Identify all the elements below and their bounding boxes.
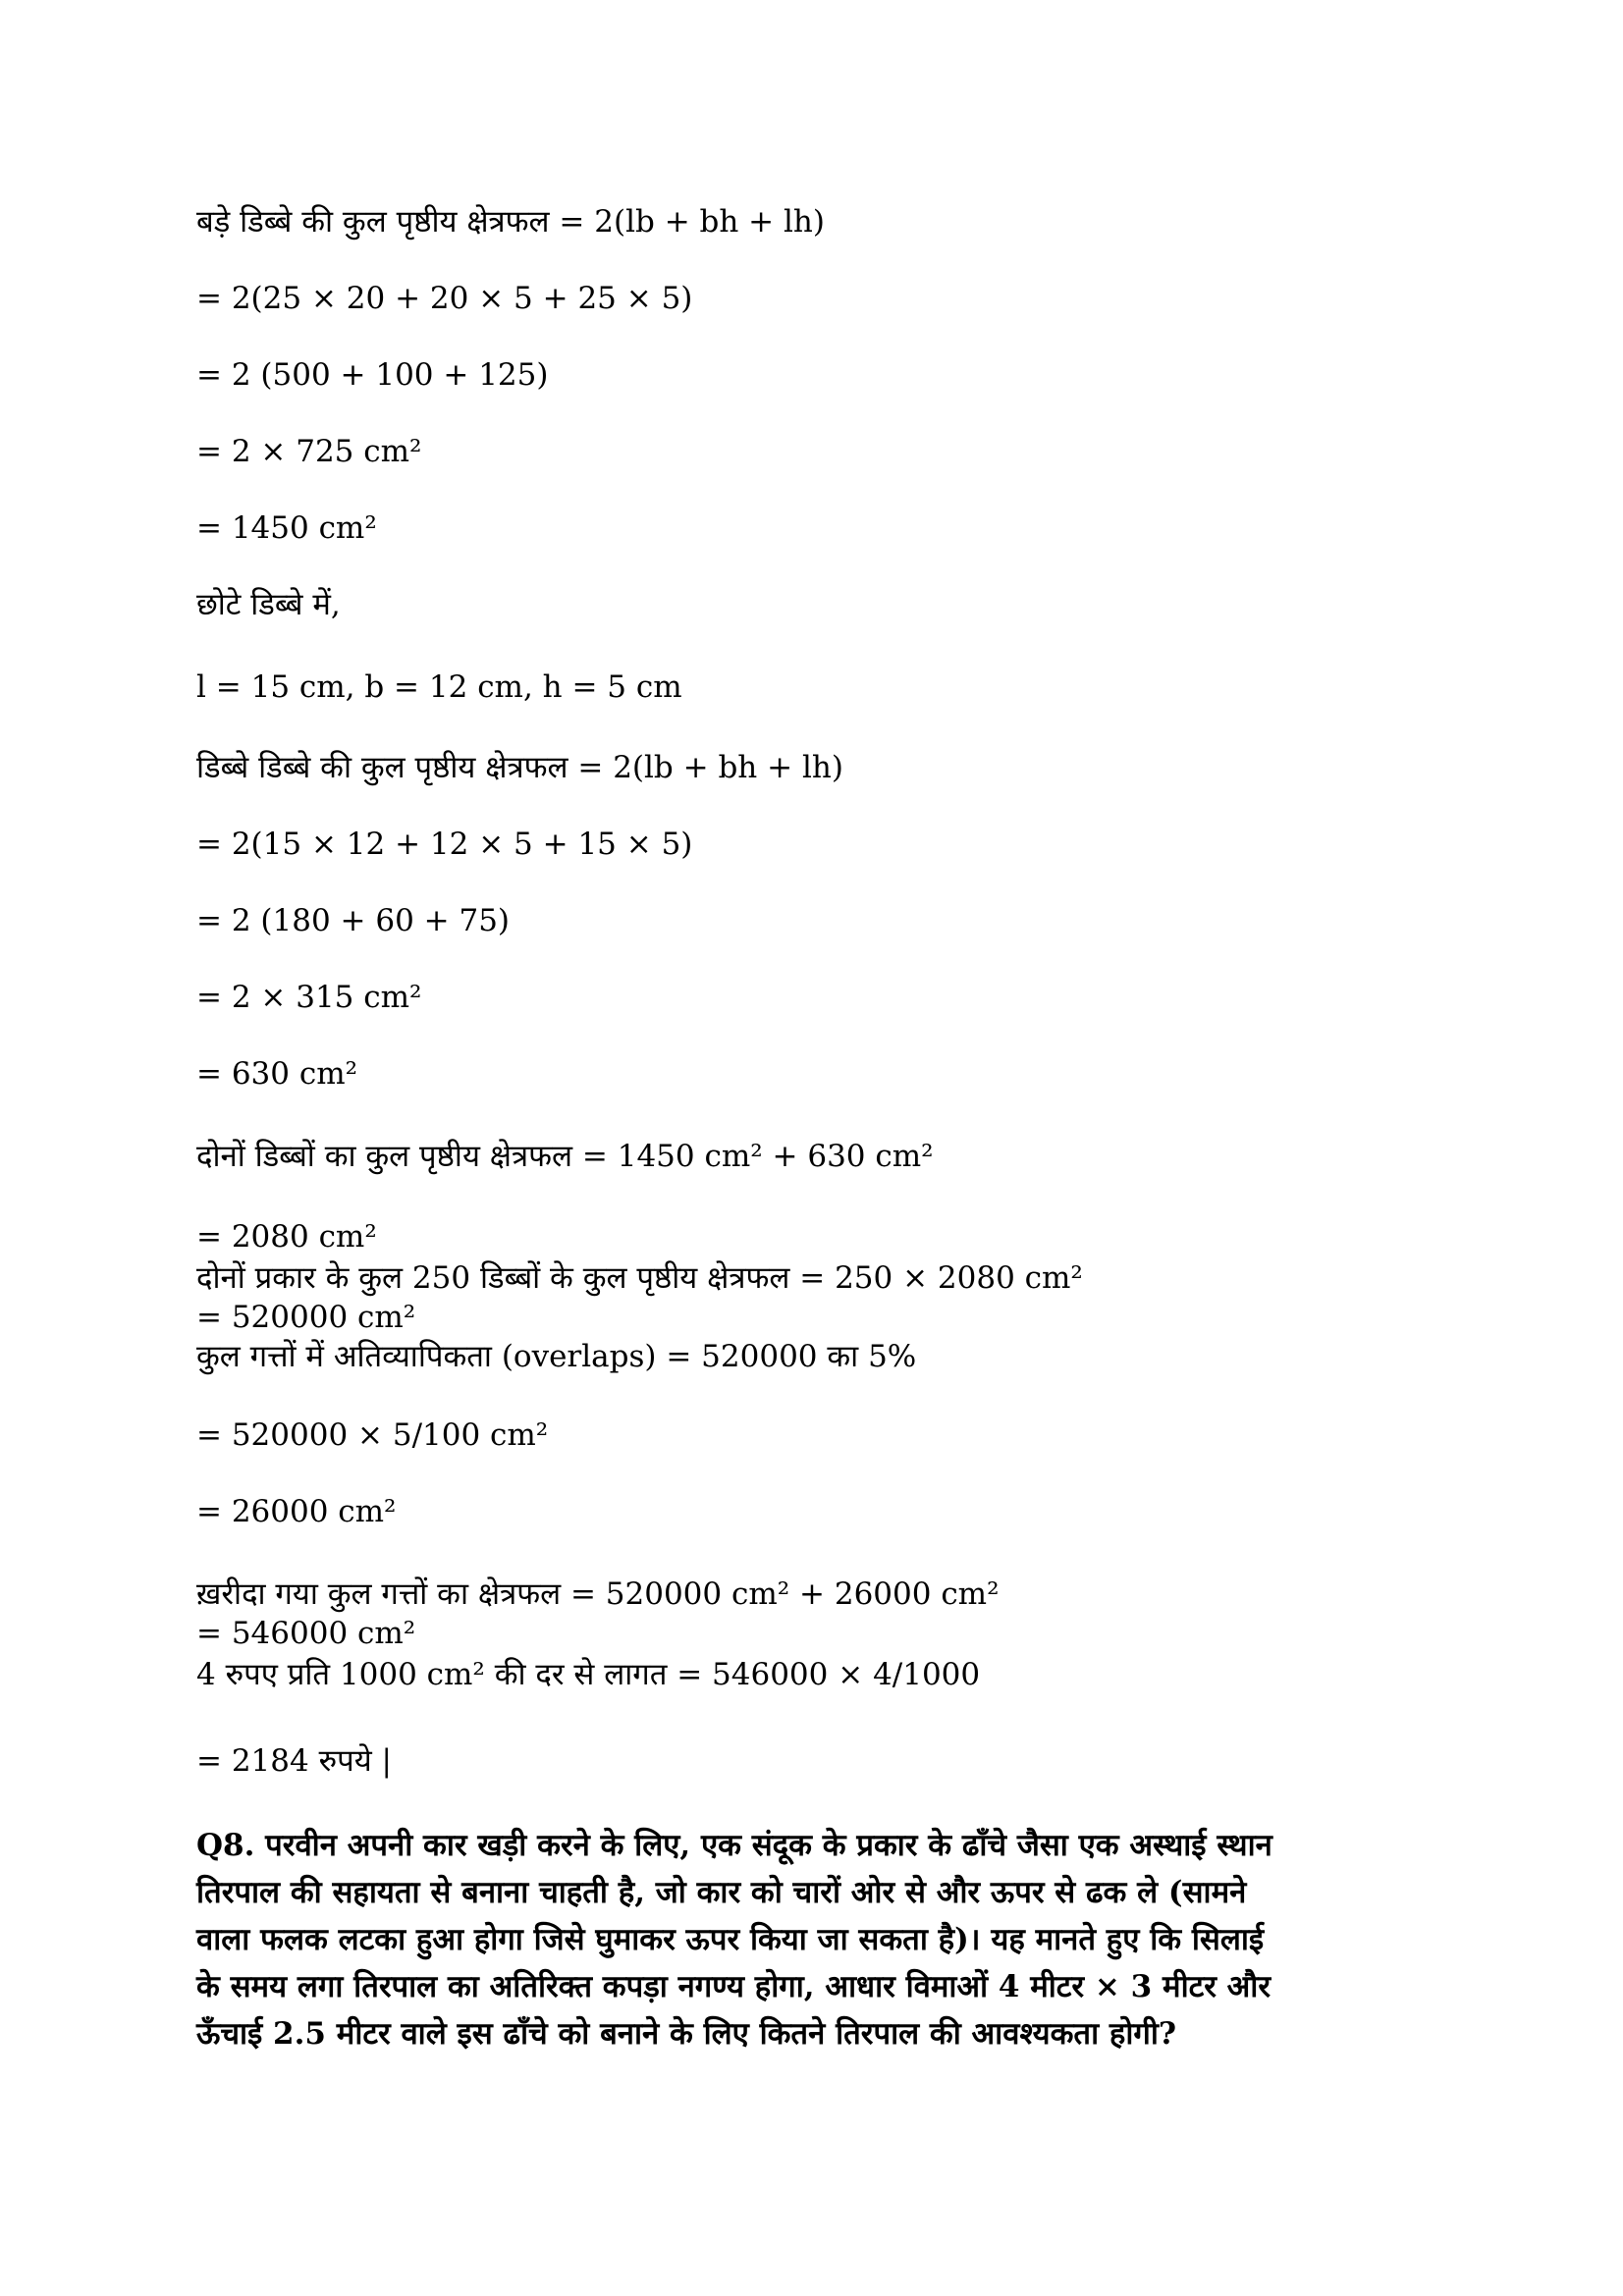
text-line: l = 15 cm, b = 12 cm, h = 5 cm: [196, 669, 682, 705]
text-line: = 26000 cm²: [196, 1494, 397, 1529]
text-line: = 630 cm²: [196, 1056, 358, 1092]
text-line: दोनों प्रकार के कुल 250 डिब्बों के कुल पृष्ठीय क्षेत्रफल = 250 × 2080 cm²: [196, 1260, 1083, 1296]
text-line: = 2 × 315 cm²: [196, 980, 422, 1015]
text-line: छोटे डिब्बे में,: [196, 587, 341, 622]
text-line: = 2080 cm²: [196, 1219, 377, 1255]
text-line: = 520000 cm²: [196, 1300, 416, 1335]
question-line: तिरपाल की सहायता से बनाना चाहती है, जो कार को चारों ओर से और ऊपर से ढक ले (सामने: [196, 1875, 1247, 1910]
text-line: = 2184 रुपये |: [196, 1743, 392, 1779]
text-line: कुल गत्तों में अतिव्यापिकता (overlaps) = 520000 का 5%: [196, 1339, 917, 1374]
question-line: Q8. परवीन अपनी कार खड़ी करने के लिए, एक संदूक के प्रकार के ढाँचे जैसा एक अस्थाई स्थान: [196, 1828, 1272, 1863]
text-line: दोनों डिब्बों का कुल पृष्ठीय क्षेत्रफल = 1450 cm² + 630 cm²: [196, 1139, 934, 1174]
text-line: = 546000 cm²: [196, 1616, 416, 1651]
text-line: बड़े डिब्बे की कुल पृष्ठीय क्षेत्रफल = 2(lb + bh + lh): [196, 204, 825, 240]
text-line: = 2 (180 + 60 + 75): [196, 903, 511, 938]
text-line: 4 रुपए प्रति 1000 cm² की दर से लागत = 546000 × 4/1000: [196, 1657, 981, 1692]
question-line: ऊँचाई 2.5 मीटर वाले इस ढाँचे को बनाने के लिए कितने तिरपाल की आवश्यकता होगी?: [196, 2016, 1177, 2052]
text-line: = 2(15 × 12 + 12 × 5 + 15 × 5): [196, 827, 693, 862]
text-line: = 2 (500 + 100 + 125): [196, 357, 549, 393]
text-line: = 2 × 725 cm²: [196, 434, 422, 469]
question-line: वाला फलक लटका हुआ होगा जिसे घुमाकर ऊपर किया जा सकता है)। यह मानते हुए कि सिलाई: [196, 1922, 1265, 1957]
text-line: डिब्बे डिब्बे की कुल पृष्ठीय क्षेत्रफल = 2(lb + bh + lh): [196, 750, 843, 785]
text-line: = 1450 cm²: [196, 510, 377, 546]
text-line: ख़रीदा गया कुल गत्तों का क्षेत्रफल = 520000 cm² + 26000 cm²: [196, 1576, 1000, 1612]
question-block: [196, 1822, 1453, 2057]
question-line: के समय लगा तिरपाल का अतिरिक्त कपड़ा नगण्य होगा, आधार विमाओं 4 मीटर × 3 मीटर और: [196, 1969, 1271, 2004]
text-line: = 520000 × 5/100 cm²: [196, 1417, 549, 1453]
text-line: = 2(25 × 20 + 20 × 5 + 25 × 5): [196, 281, 693, 316]
